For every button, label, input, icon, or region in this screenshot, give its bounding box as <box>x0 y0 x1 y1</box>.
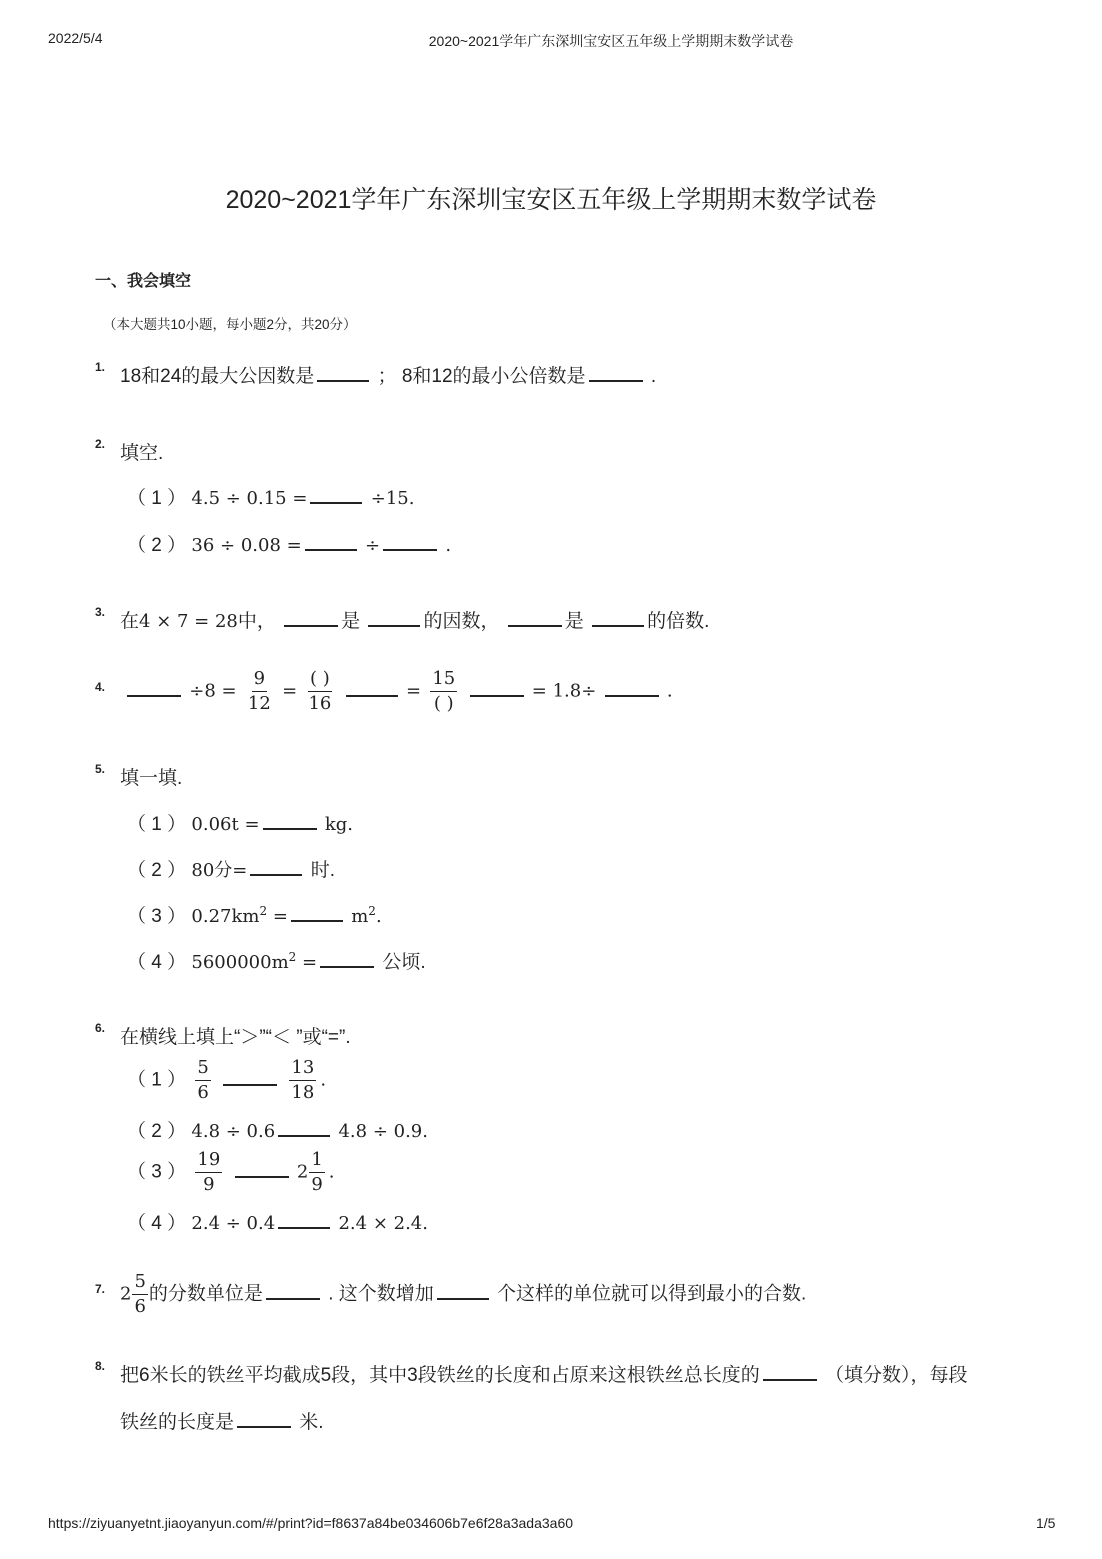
answer-blank[interactable] <box>605 679 659 697</box>
answer-blank[interactable] <box>763 1363 817 1381</box>
q5-p2-expr: 80分= <box>191 860 248 881</box>
denominator: 12 <box>247 693 271 714</box>
q6-p3-end: . <box>328 1161 335 1183</box>
numerator[interactable]: ( ) <box>308 667 332 692</box>
superscript: 2 <box>368 904 376 918</box>
q6-p2-left: 4.8 ÷ 0.6 <box>191 1121 276 1142</box>
q2-p1-expr: 4.5 ÷ 0.15 = <box>191 488 308 509</box>
q3-text-d: 的因数， <box>423 611 500 632</box>
answer-blank[interactable] <box>223 1068 277 1086</box>
q3-text-f: 的倍数. <box>647 611 710 632</box>
answer-blank[interactable] <box>508 609 562 627</box>
denominator: 9 <box>311 1174 323 1195</box>
answer-blank[interactable] <box>266 1282 320 1300</box>
answer-blank[interactable] <box>310 486 362 504</box>
equals: = <box>405 680 422 702</box>
denominator: 16 <box>308 693 332 714</box>
q5-p1-expr: 0.06t = <box>191 814 260 835</box>
q5-p3-unit: m <box>351 906 369 927</box>
fraction <box>132 1270 147 1319</box>
q2-part-1 <box>127 483 414 510</box>
answer-blank[interactable] <box>127 679 181 697</box>
answer-blank[interactable] <box>592 609 644 627</box>
q8-text-a: 把6米长的铁丝平均截成5段，其中3段铁丝的长度和占原来这根铁丝总长度的 <box>120 1365 760 1386</box>
denominator[interactable]: ( ) <box>433 693 454 714</box>
part-label: （ 1 ） <box>127 814 187 835</box>
q6-p4-right: 2.4 × 2.4. <box>338 1213 428 1234</box>
q6-part-4 <box>127 1208 428 1235</box>
numerator: 19 <box>195 1148 222 1173</box>
q5-p1-unit: kg. <box>324 814 353 835</box>
q6-p4-left: 2.4 ÷ 0.4 <box>191 1213 276 1234</box>
answer-blank[interactable] <box>320 950 374 968</box>
q5-p3-expr: 0.27km <box>191 906 260 927</box>
page-number: 1/5 <box>1036 1515 1056 1531</box>
q2-p1-tail: ÷15. <box>370 488 415 509</box>
question-number: 2. <box>95 437 106 451</box>
question-number: 1. <box>95 360 106 374</box>
answer-blank[interactable] <box>368 609 420 627</box>
q3-text-a: 在 <box>120 611 140 632</box>
q8-text-d: 米. <box>299 1412 324 1433</box>
fraction <box>309 1148 324 1197</box>
denominator: 6 <box>197 1082 209 1103</box>
q3-text-e: 是 <box>564 611 584 632</box>
page-title: 2020~2021学年广东深圳宝安区五年级上学期期末数学试卷 <box>225 186 877 214</box>
answer-blank[interactable] <box>250 858 302 876</box>
question-number: 3. <box>95 605 106 619</box>
answer-blank[interactable] <box>317 364 369 382</box>
q5-p3-end: . <box>375 906 382 927</box>
numerator: 5 <box>195 1056 210 1081</box>
q2-stem: 填空. <box>120 443 164 464</box>
q4-tail-expr: = 1.8÷ <box>531 680 597 702</box>
answer-blank[interactable] <box>346 679 398 697</box>
equals: = <box>272 906 288 927</box>
q2-p2-div: ÷ <box>365 535 381 556</box>
q6-p1-end: . <box>320 1069 327 1091</box>
print-date: 2022/5/4 <box>48 30 103 46</box>
q5-stem: 填一填. <box>120 768 183 789</box>
q5-p2-unit: 时. <box>310 860 335 881</box>
part-label: （ 4 ） <box>127 952 187 973</box>
q3-equation: 4 × 7 = 28 <box>139 611 238 632</box>
question-number: 5. <box>95 762 106 776</box>
numerator: 1 <box>309 1148 324 1173</box>
q2-part-2 <box>127 530 451 557</box>
q5-p4-unit: 公顷. <box>382 952 426 973</box>
answer-blank[interactable] <box>305 533 357 551</box>
q5-part-4 <box>127 947 426 974</box>
part-label: （ 3 ） <box>127 906 187 927</box>
q8-line-1 <box>120 1360 968 1387</box>
q6-stem: 在横线上填上“＞”“＜ ”或“=”. <box>120 1027 351 1048</box>
q2-p2-end: . <box>445 535 452 556</box>
fraction <box>246 667 273 716</box>
question-number: 6. <box>95 1021 106 1035</box>
q5-part-2 <box>127 855 335 882</box>
q1-text-a: 18和24的最大公因数是 <box>120 366 315 387</box>
question-number: 4. <box>95 680 106 694</box>
section-heading: 一、我会填空 <box>95 273 192 290</box>
answer-blank[interactable] <box>437 1282 489 1300</box>
mixed-whole: 2 <box>296 1161 309 1183</box>
q1-text-d: . <box>650 366 657 387</box>
q3-text-b: 中， <box>237 611 276 632</box>
answer-blank[interactable] <box>291 904 343 922</box>
print-doc-title: 2020~2021学年广东深圳宝安区五年级上学期期末数学试卷 <box>428 33 794 49</box>
answer-blank[interactable] <box>278 1119 330 1137</box>
question-number: 7. <box>95 1282 106 1296</box>
answer-blank[interactable] <box>470 679 524 697</box>
answer-blank[interactable] <box>235 1160 289 1178</box>
q7-text-b: . 这个数增加 <box>328 1283 434 1305</box>
q7-text-a: 的分数单位是 <box>148 1283 263 1305</box>
q1-text-b: ； <box>377 366 397 387</box>
part-label: （ 2 ） <box>127 535 187 556</box>
numerator: 13 <box>289 1056 316 1081</box>
superscript: 2 <box>288 950 297 964</box>
fraction <box>195 1148 222 1197</box>
q5-part-1 <box>127 809 353 836</box>
part-label: （ 2 ） <box>127 860 187 881</box>
q2-p2-expr: 36 ÷ 0.08 = <box>191 535 302 556</box>
answer-blank[interactable] <box>383 533 437 551</box>
part-label: （ 1 ） <box>127 488 187 509</box>
answer-blank[interactable] <box>237 1410 291 1428</box>
denominator: 9 <box>203 1174 215 1195</box>
equals: = <box>302 952 318 973</box>
equals: = <box>282 680 298 702</box>
q4-div8: ÷8 = <box>189 680 237 702</box>
section-note: （本大题共10小题，每小题2分，共20分） <box>103 317 357 332</box>
numerator: 15 <box>430 667 457 692</box>
q6-part-2 <box>127 1116 428 1143</box>
q3-text-c: 是 <box>341 611 361 632</box>
question-1 <box>120 361 656 388</box>
fraction <box>306 667 333 716</box>
q5-part-3 <box>127 901 382 928</box>
q8-text-b: （填分数），每段 <box>824 1365 968 1386</box>
fraction <box>430 667 457 716</box>
answer-blank[interactable] <box>284 609 338 627</box>
superscript: 2 <box>259 904 268 918</box>
q5-p4-expr: 5600000m <box>191 952 289 973</box>
mixed-whole: 2 <box>120 1283 132 1305</box>
q1-text-c: 8和12的最小公倍数是 <box>401 366 586 387</box>
fraction <box>195 1056 210 1105</box>
q8-text-c: 铁丝的长度是 <box>120 1412 235 1433</box>
answer-blank[interactable] <box>263 812 317 830</box>
question-3 <box>120 606 709 633</box>
part-label: （ 3 ） <box>127 1161 187 1183</box>
denominator: 6 <box>134 1296 146 1317</box>
part-label: （ 1 ） <box>127 1069 187 1091</box>
answer-blank[interactable] <box>278 1211 330 1229</box>
q8-line-2 <box>120 1407 324 1434</box>
numerator: 9 <box>252 667 267 692</box>
answer-blank[interactable] <box>589 364 643 382</box>
q4-end: . <box>666 680 673 702</box>
q6-p2-right: 4.8 ÷ 0.9. <box>338 1121 428 1142</box>
footer-url[interactable]: https://ziyuanyetnt.jiaoyanyun.com/#/print?id=f8637a84be034606b7e6f28a3ada3a60 <box>48 1515 574 1531</box>
q7-text-c: 个这样的单位就可以得到最小的合数. <box>497 1283 807 1305</box>
q6-part-3 <box>127 1148 335 1197</box>
denominator: 18 <box>291 1082 315 1103</box>
question-number: 8. <box>95 1359 106 1373</box>
numerator: 5 <box>132 1270 147 1295</box>
question-7 <box>120 1270 806 1319</box>
fraction <box>289 1056 316 1105</box>
question-4 <box>124 667 673 716</box>
q6-part-1 <box>127 1056 326 1105</box>
part-label: （ 4 ） <box>127 1213 187 1234</box>
part-label: （ 2 ） <box>127 1121 187 1142</box>
